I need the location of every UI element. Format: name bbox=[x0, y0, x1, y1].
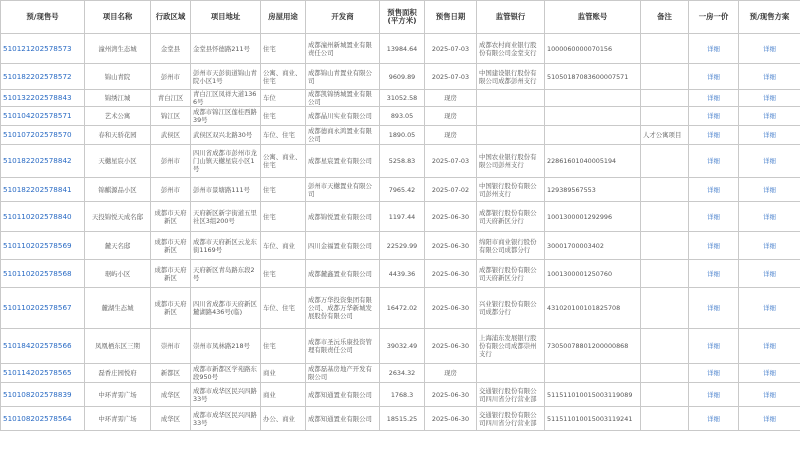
column-header: 行政区域 bbox=[151, 1, 191, 34]
bank-cell: 成都农村商业银行股份有限公司金堂支行 bbox=[477, 34, 545, 64]
table-row bbox=[1, 178, 800, 202]
address-cell: 青白江区凤祥大道1366号 bbox=[191, 90, 261, 107]
plan-detail-link[interactable]: 详细 bbox=[763, 414, 776, 423]
area-cell: 5258.83 bbox=[380, 145, 425, 178]
column-header: 房屋用途 bbox=[261, 1, 306, 34]
bank-cell: 成都银行股份有限公司天府新区分行 bbox=[477, 202, 545, 232]
table-row bbox=[1, 126, 800, 145]
note-cell bbox=[641, 364, 689, 383]
name-cell: 天投锦悦天成名邸 bbox=[85, 202, 151, 232]
bank-cell bbox=[477, 90, 545, 107]
price-detail-cell bbox=[689, 407, 739, 431]
plan-detail-cell bbox=[739, 288, 800, 329]
table-row bbox=[1, 145, 800, 178]
price-detail-cell bbox=[689, 145, 739, 178]
district-cell: 成华区 bbox=[151, 407, 191, 431]
price-detail-link[interactable]: 详细 bbox=[707, 414, 720, 423]
bank-cell: 成都银行股份有限公司天府新区分行 bbox=[477, 260, 545, 288]
presale-id-cell bbox=[1, 329, 85, 364]
plan-detail-link[interactable]: 详细 bbox=[763, 269, 776, 278]
address-cell: 彭州市景塘路111号 bbox=[191, 178, 261, 202]
area-cell: 1197.44 bbox=[380, 202, 425, 232]
price-detail-cell bbox=[689, 260, 739, 288]
note-cell bbox=[641, 64, 689, 90]
plan-detail-link[interactable]: 详细 bbox=[763, 390, 776, 399]
district-cell: 彭州市 bbox=[151, 64, 191, 90]
table-header bbox=[1, 1, 800, 34]
usage-cell: 住宅 bbox=[261, 178, 306, 202]
bank-cell bbox=[477, 364, 545, 383]
name-cell: 中环青雱广场 bbox=[85, 407, 151, 431]
date-cell: 现房 bbox=[425, 364, 477, 383]
note-cell bbox=[641, 202, 689, 232]
column-header: 监管银行 bbox=[477, 1, 545, 34]
address-cell: 彭州市天彭街道锦山青院小区1号 bbox=[191, 64, 261, 90]
table-row bbox=[1, 64, 800, 90]
name-cell: 麓天名邸 bbox=[85, 232, 151, 260]
plan-detail-link[interactable]: 详细 bbox=[763, 241, 776, 250]
name-cell: 锦山青院 bbox=[85, 64, 151, 90]
district-cell: 成华区 bbox=[151, 383, 191, 407]
column-header: 预售日期 bbox=[425, 1, 477, 34]
presale-id-cell bbox=[1, 126, 85, 145]
price-detail-cell bbox=[689, 178, 739, 202]
price-detail-link[interactable]: 详细 bbox=[707, 212, 720, 221]
table-row bbox=[1, 202, 800, 232]
district-cell: 崇州市 bbox=[151, 329, 191, 364]
column-header: 项目名称 bbox=[85, 1, 151, 34]
name-cell: 中环青雱广场 bbox=[85, 383, 151, 407]
presale-id-cell bbox=[1, 364, 85, 383]
name-cell: 琚屿小区 bbox=[85, 260, 151, 288]
district-cell: 成都市天府新区 bbox=[151, 288, 191, 329]
plan-detail-cell bbox=[739, 178, 800, 202]
district-cell: 成都市天府新区 bbox=[151, 232, 191, 260]
plan-detail-cell bbox=[739, 126, 800, 145]
account-cell: 431020100101825708 bbox=[545, 288, 641, 329]
developer-cell: 成都晶川实业有限公司 bbox=[306, 107, 380, 126]
plan-detail-cell bbox=[739, 90, 800, 107]
bank-cell: 交通银行股份有限公司四川省分行营业部 bbox=[477, 407, 545, 431]
bank-cell: 中国建设银行股份有限公司成都彭州支行 bbox=[477, 64, 545, 90]
name-cell: 天樾星宸小区 bbox=[85, 145, 151, 178]
developer-cell: 成都锦悦置业有限公司 bbox=[306, 202, 380, 232]
presale-id-cell bbox=[1, 145, 85, 178]
price-detail-cell bbox=[689, 202, 739, 232]
address-cell: 天府新区青岛路东段2号 bbox=[191, 260, 261, 288]
price-detail-cell bbox=[689, 329, 739, 364]
plan-detail-cell bbox=[739, 232, 800, 260]
column-header: 一房一价 bbox=[689, 1, 739, 34]
bank-cell: 中国农业银行股份有限公司彭州支行 bbox=[477, 145, 545, 178]
plan-detail-cell bbox=[739, 64, 800, 90]
price-detail-link[interactable]: 详细 bbox=[707, 269, 720, 278]
presale-id-link[interactable]: 510110202578569 bbox=[3, 240, 72, 250]
area-cell: 2634.32 bbox=[380, 364, 425, 383]
price-detail-cell bbox=[689, 364, 739, 383]
plan-detail-cell bbox=[739, 364, 800, 383]
account-cell: 22861601040005194 bbox=[545, 145, 641, 178]
area-cell: 18515.25 bbox=[380, 407, 425, 431]
date-cell: 现房 bbox=[425, 107, 477, 126]
address-cell: 成都市成华区民兴四路33号 bbox=[191, 383, 261, 407]
name-cell: 凤凰栖东区三期 bbox=[85, 329, 151, 364]
usage-cell: 住宅 bbox=[261, 34, 306, 64]
address-cell: 崇州市凤林路218号 bbox=[191, 329, 261, 364]
note-cell bbox=[641, 288, 689, 329]
account-cell: 1000060000070156 bbox=[545, 34, 641, 64]
date-cell: 2025-06-30 bbox=[425, 383, 477, 407]
table-row bbox=[1, 232, 800, 260]
address-cell: 天府新区新宇街道五里社区3组200号 bbox=[191, 202, 261, 232]
table-row bbox=[1, 364, 800, 383]
plan-detail-link[interactable]: 详细 bbox=[763, 369, 776, 377]
name-cell: 潼州湾生态城 bbox=[85, 34, 151, 64]
account-cell: 30001700003402 bbox=[545, 232, 641, 260]
developer-cell: 成都麓鑫置业有限公司 bbox=[306, 260, 380, 288]
usage-cell: 公寓、商业、住宅 bbox=[261, 145, 306, 178]
price-detail-cell bbox=[689, 90, 739, 107]
area-cell: 893.05 bbox=[380, 107, 425, 126]
district-cell: 新都区 bbox=[151, 364, 191, 383]
area-cell: 39032.49 bbox=[380, 329, 425, 364]
presale-id-link[interactable]: 510114202578565 bbox=[3, 368, 72, 377]
presale-id-cell bbox=[1, 202, 85, 232]
note-cell bbox=[641, 329, 689, 364]
presale-id-link[interactable]: 510182202578842 bbox=[3, 156, 72, 165]
developer-cell: 成都锦山青置业有限公司 bbox=[306, 64, 380, 90]
account-cell: 51050187083600007571 bbox=[545, 64, 641, 90]
plan-detail-link[interactable]: 详细 bbox=[763, 131, 776, 139]
usage-cell: 商业 bbox=[261, 383, 306, 407]
account-cell bbox=[545, 364, 641, 383]
presale-id-cell bbox=[1, 232, 85, 260]
note-cell bbox=[641, 383, 689, 407]
table-row bbox=[1, 34, 800, 64]
price-detail-cell bbox=[689, 126, 739, 145]
bank-cell: 中国银行股份有限公司彭州支行 bbox=[477, 178, 545, 202]
presale-id-link[interactable]: 510121202578573 bbox=[3, 43, 72, 53]
area-cell: 13984.64 bbox=[380, 34, 425, 64]
area-cell: 9609.89 bbox=[380, 64, 425, 90]
date-cell: 2025-06-30 bbox=[425, 260, 477, 288]
area-cell: 4439.36 bbox=[380, 260, 425, 288]
note-cell bbox=[641, 232, 689, 260]
plan-detail-link[interactable]: 详细 bbox=[763, 94, 776, 102]
plan-detail-link[interactable]: 详细 bbox=[763, 72, 776, 81]
plan-detail-cell bbox=[739, 260, 800, 288]
plan-detail-link[interactable]: 详细 bbox=[763, 112, 776, 120]
district-cell: 金堂县 bbox=[151, 34, 191, 64]
column-header: 预/现售号 bbox=[1, 1, 85, 34]
plan-detail-cell bbox=[739, 107, 800, 126]
plan-detail-cell bbox=[739, 145, 800, 178]
plan-detail-link[interactable]: 详细 bbox=[763, 212, 776, 221]
name-cell: 春和天骄花园 bbox=[85, 126, 151, 145]
price-detail-link[interactable]: 详细 bbox=[707, 390, 720, 399]
presale-id-link[interactable]: 510110202578568 bbox=[3, 268, 72, 278]
column-header: 备注 bbox=[641, 1, 689, 34]
bank-cell: 上海浦东发展银行股份有限公司成都崇州支行 bbox=[477, 329, 545, 364]
price-detail-cell bbox=[689, 232, 739, 260]
column-header: 开发商 bbox=[306, 1, 380, 34]
address-cell: 成都市天府新区云龙东街1169号 bbox=[191, 232, 261, 260]
plan-detail-link[interactable]: 详细 bbox=[763, 342, 776, 350]
price-detail-link[interactable]: 详细 bbox=[707, 112, 720, 120]
table-row bbox=[1, 288, 800, 329]
price-detail-link[interactable]: 详细 bbox=[707, 131, 720, 139]
bank-cell bbox=[477, 107, 545, 126]
price-detail-cell bbox=[689, 64, 739, 90]
account-cell bbox=[545, 107, 641, 126]
account-cell: 1001300001250760 bbox=[545, 260, 641, 288]
developer-cell: 成都知通置业有限公司 bbox=[306, 407, 380, 431]
developer-cell: 彭州市天樾置业有限公司 bbox=[306, 178, 380, 202]
price-detail-cell bbox=[689, 34, 739, 64]
presale-id-cell bbox=[1, 407, 85, 431]
name-cell: 锦麒源品小区 bbox=[85, 178, 151, 202]
district-cell: 成都市天府新区 bbox=[151, 202, 191, 232]
presale-id-cell bbox=[1, 90, 85, 107]
presale-id-cell bbox=[1, 107, 85, 126]
note-cell bbox=[641, 407, 689, 431]
presale-id-cell bbox=[1, 383, 85, 407]
presale-id-link[interactable]: 510132202578843 bbox=[3, 93, 72, 102]
presale-id-link[interactable]: 510110202578567 bbox=[3, 303, 72, 312]
plan-detail-cell bbox=[739, 383, 800, 407]
presale-id-link[interactable]: 510107202578570 bbox=[3, 130, 72, 139]
name-cell: 锦绣江城 bbox=[85, 90, 151, 107]
date-cell: 2025-07-03 bbox=[425, 64, 477, 90]
area-cell: 1768.3 bbox=[380, 383, 425, 407]
usage-cell: 住宅 bbox=[261, 107, 306, 126]
district-cell: 武侯区 bbox=[151, 126, 191, 145]
developer-cell: 成都市圣沅乐康投资管理有限责任公司 bbox=[306, 329, 380, 364]
note-cell bbox=[641, 178, 689, 202]
usage-cell: 住宅 bbox=[261, 260, 306, 288]
address-cell: 四川省成都市彭州市龙门山镇天樾星宸小区1号 bbox=[191, 145, 261, 178]
note-cell bbox=[641, 107, 689, 126]
presale-id-cell bbox=[1, 64, 85, 90]
column-header: 预售面积 (平方米) bbox=[380, 1, 425, 34]
usage-cell: 公寓、商业、住宅 bbox=[261, 64, 306, 90]
address-cell: 成都市成华区民兴四路33号 bbox=[191, 407, 261, 431]
name-cell: 麓湖生态城 bbox=[85, 288, 151, 329]
table-body bbox=[1, 34, 800, 431]
date-cell: 现房 bbox=[425, 126, 477, 145]
price-detail-link[interactable]: 详细 bbox=[707, 44, 720, 53]
plan-detail-link[interactable]: 详细 bbox=[763, 44, 776, 53]
address-cell: 金堂县怀德路211号 bbox=[191, 34, 261, 64]
address-cell: 成都市新都区学苑路东段950号 bbox=[191, 364, 261, 383]
address-cell: 武侯区双兴北路30号 bbox=[191, 126, 261, 145]
price-detail-link[interactable]: 详细 bbox=[707, 342, 720, 350]
table-row bbox=[1, 407, 800, 431]
table-row bbox=[1, 90, 800, 107]
date-cell: 2025-07-02 bbox=[425, 178, 477, 202]
area-cell: 1890.05 bbox=[380, 126, 425, 145]
presale-id-link[interactable]: 510182202578572 bbox=[3, 71, 72, 81]
presale-id-link[interactable]: 510110202578840 bbox=[3, 211, 72, 221]
price-detail-cell bbox=[689, 383, 739, 407]
usage-cell: 办公、商业 bbox=[261, 407, 306, 431]
name-cell: 磊香庄园悦府 bbox=[85, 364, 151, 383]
presale-id-link[interactable]: 510184202578566 bbox=[3, 341, 72, 350]
plan-detail-link[interactable]: 详细 bbox=[763, 185, 776, 194]
bank-cell bbox=[477, 126, 545, 145]
developer-cell: 成都凯锦绣城置业有限公司 bbox=[306, 90, 380, 107]
usage-cell: 车位 bbox=[261, 90, 306, 107]
plan-detail-cell bbox=[739, 34, 800, 64]
price-detail-cell bbox=[689, 288, 739, 329]
presale-id-link[interactable]: 510104202578571 bbox=[3, 111, 72, 120]
column-header: 监管账号 bbox=[545, 1, 641, 34]
note-cell bbox=[641, 34, 689, 64]
usage-cell: 车位、住宅 bbox=[261, 288, 306, 329]
presale-id-cell bbox=[1, 260, 85, 288]
district-cell: 青白江区 bbox=[151, 90, 191, 107]
note-cell bbox=[641, 145, 689, 178]
plan-detail-cell bbox=[739, 202, 800, 232]
note-cell: 人才公寓项目 bbox=[641, 126, 689, 145]
plan-detail-cell bbox=[739, 407, 800, 431]
price-detail-link[interactable]: 详细 bbox=[707, 304, 720, 312]
developer-cell: 成都潼州新城置业有限责任公司 bbox=[306, 34, 380, 64]
district-cell: 彭州市 bbox=[151, 145, 191, 178]
area-cell: 31052.58 bbox=[380, 90, 425, 107]
presale-id-link[interactable]: 510108202578564 bbox=[3, 413, 72, 423]
developer-cell: 成都万华投资集团有限公司、成都万华新城发展股份有限公司 bbox=[306, 288, 380, 329]
price-detail-link[interactable]: 详细 bbox=[707, 369, 720, 377]
presale-id-link[interactable]: 510108202578839 bbox=[3, 389, 72, 399]
area-cell: 7965.42 bbox=[380, 178, 425, 202]
area-cell: 22529.99 bbox=[380, 232, 425, 260]
area-cell: 16472.02 bbox=[380, 288, 425, 329]
price-detail-link[interactable]: 详细 bbox=[707, 241, 720, 250]
address-cell: 四川省成都市天府新区麓湖路436号(临) bbox=[191, 288, 261, 329]
price-detail-cell bbox=[689, 107, 739, 126]
district-cell: 彭州市 bbox=[151, 178, 191, 202]
usage-cell: 车位、商业 bbox=[261, 232, 306, 260]
developer-cell: 成都星宸置业有限公司 bbox=[306, 145, 380, 178]
account-cell: 511511010015003119241 bbox=[545, 407, 641, 431]
presale-id-cell bbox=[1, 288, 85, 329]
account-cell bbox=[545, 90, 641, 107]
district-cell: 锦江区 bbox=[151, 107, 191, 126]
usage-cell: 住宅 bbox=[261, 202, 306, 232]
note-cell bbox=[641, 90, 689, 107]
date-cell: 2025-06-30 bbox=[425, 288, 477, 329]
bank-cell: 绵阳市商业银行股份有限公司成都分行 bbox=[477, 232, 545, 260]
developer-cell: 四川金福置业有限公司 bbox=[306, 232, 380, 260]
date-cell: 2025-06-30 bbox=[425, 407, 477, 431]
account-cell: 73050078801200000868 bbox=[545, 329, 641, 364]
table-row bbox=[1, 260, 800, 288]
plan-detail-link[interactable]: 详细 bbox=[763, 157, 776, 165]
date-cell: 2025-07-03 bbox=[425, 145, 477, 178]
account-cell: 511511010015003119089 bbox=[545, 383, 641, 407]
usage-cell: 商业 bbox=[261, 364, 306, 383]
date-cell: 2025-06-30 bbox=[425, 329, 477, 364]
presale-id-cell bbox=[1, 34, 85, 64]
price-detail-link[interactable]: 详细 bbox=[707, 185, 720, 194]
usage-cell: 车位、住宅 bbox=[261, 126, 306, 145]
account-cell: 129389567553 bbox=[545, 178, 641, 202]
presale-id-link[interactable]: 510182202578841 bbox=[3, 184, 72, 194]
account-cell bbox=[545, 126, 641, 145]
usage-cell: 住宅 bbox=[261, 329, 306, 364]
note-cell bbox=[641, 260, 689, 288]
price-detail-link[interactable]: 详细 bbox=[707, 72, 720, 81]
address-cell: 成都市锦江区莲桂西路39号 bbox=[191, 107, 261, 126]
bank-cell: 兴业银行股份有限公司成都分行 bbox=[477, 288, 545, 329]
presale-id-cell bbox=[1, 178, 85, 202]
bank-cell: 交通银行股份有限公司四川省分行营业部 bbox=[477, 383, 545, 407]
plan-detail-link[interactable]: 详细 bbox=[763, 304, 776, 312]
plan-detail-cell bbox=[739, 329, 800, 364]
table-row bbox=[1, 383, 800, 407]
date-cell: 现房 bbox=[425, 90, 477, 107]
date-cell: 2025-06-30 bbox=[425, 202, 477, 232]
date-cell: 2025-06-30 bbox=[425, 232, 477, 260]
column-header: 预/现售方案 bbox=[739, 1, 800, 34]
developer-cell: 成都知通置业有限公司 bbox=[306, 383, 380, 407]
district-cell: 成都市天府新区 bbox=[151, 260, 191, 288]
price-detail-link[interactable]: 详细 bbox=[707, 157, 720, 165]
table-row bbox=[1, 329, 800, 364]
account-cell: 1001300001292996 bbox=[545, 202, 641, 232]
developer-cell: 成都磊基房地产开发有限公司 bbox=[306, 364, 380, 383]
price-detail-link[interactable]: 详细 bbox=[707, 94, 720, 102]
table-row bbox=[1, 107, 800, 126]
developer-cell: 成都德商永鸿置业有限公司 bbox=[306, 126, 380, 145]
column-header: 项目地址 bbox=[191, 1, 261, 34]
date-cell: 2025-07-03 bbox=[425, 34, 477, 64]
name-cell: 艺术公寓 bbox=[85, 107, 151, 126]
